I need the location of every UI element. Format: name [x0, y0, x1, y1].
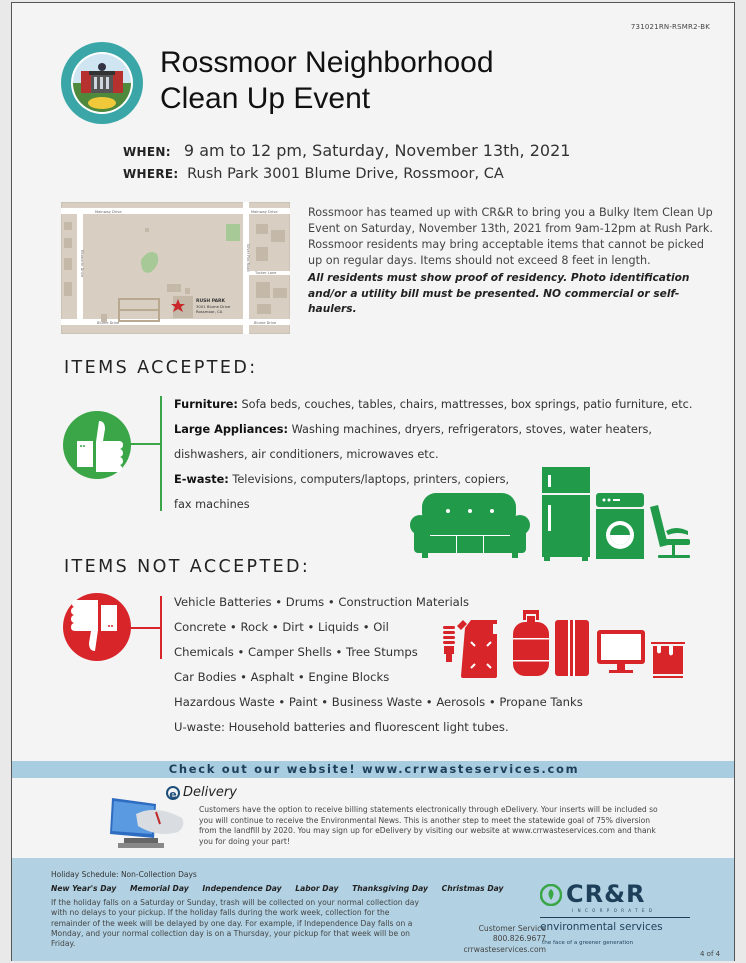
- items-not-accepted-heading: ITEMS NOT ACCEPTED:: [64, 557, 311, 577]
- crr-inc: INCORPORATED: [572, 908, 657, 913]
- page-number: 4 of 4: [700, 950, 721, 958]
- not-accepted-item: Vehicle Batteries • Drums • Construction Materials: [174, 595, 470, 609]
- when-value: 9 am to 12 pm, Saturday, November 13th, 2021: [183, 141, 571, 160]
- not-accepted-item: Hazardous Waste • Paint • Business Waste • Aerosols • Propane Tanks: [174, 695, 583, 709]
- page-title: [160, 45, 494, 117]
- map-street-left: Ellsworth Drive: [80, 250, 84, 278]
- not-accepted-item: U-waste: Household batteries and fluorescent light tubes.: [174, 720, 509, 734]
- accepted-item-ewaste-cont: fax machines: [174, 498, 250, 511]
- map-street-mainway-right: Mainway Drive: [251, 210, 278, 214]
- holiday-day: Thanksgiving Day: [352, 884, 428, 893]
- map-marker-city: Rossmoor, CA: [196, 309, 223, 314]
- accepted-item-appliances: Large Appliances: Washing machines, dryers, refrigerators, stoves, water heaters,: [174, 423, 652, 436]
- crr-subtitle: environmental services: [540, 921, 663, 933]
- customer-service-label: Customer Service: [478, 924, 546, 933]
- cfl-bulb-icon: [443, 626, 455, 662]
- thumbs-up-icon: [63, 411, 131, 479]
- holiday-days: [51, 884, 514, 893]
- location-map[interactable]: [61, 202, 290, 334]
- thumbs-down-icon: [63, 593, 131, 661]
- footer: [12, 858, 735, 961]
- customer-service-website[interactable]: crrwasteservices.com: [463, 944, 546, 954]
- not-accepted-item: Car Bodies • Asphalt • Engine Blocks: [174, 670, 390, 684]
- not-accepted-connector: [130, 627, 160, 629]
- crr-name: CR&R: [566, 880, 646, 908]
- holiday-day: Christmas Day: [441, 884, 504, 893]
- paint-can-icon: [651, 642, 685, 678]
- leaf-icon: [540, 884, 562, 906]
- not-accepted-bracket: [160, 596, 162, 659]
- map-street-right: Silver Fox Road: [246, 244, 250, 272]
- not-accepted-items-illustration: [437, 608, 697, 683]
- accepted-item-appliances-cont: dishwashers, air conditioners, microwaves etc.: [174, 448, 439, 461]
- intro-paragraph: Rossmoor has teamed up with CR&R to bring you a Bulky Item Clean Up Event on Saturday, November 13th, 2021 from 9am-12pm at Rush Park. Rossmoor residents may bring acceptable items that cannot be picked up on regular days. Items should not exceed 8 feet in length.: [308, 206, 713, 267]
- where-label: WHERE:: [123, 167, 179, 181]
- crr-divider: [540, 917, 690, 918]
- flyer-page: [11, 2, 735, 961]
- when-row: [123, 141, 570, 160]
- map-street-mainway-left: Mainway Drive: [95, 210, 122, 214]
- refrigerator-icon: [542, 467, 590, 561]
- intro-text: [308, 205, 714, 318]
- accepted-bracket: [160, 396, 162, 511]
- where-value: Rush Park 3001 Blume Drive, Rossmoor, CA: [187, 166, 504, 182]
- edelivery-title: e Delivery: [166, 785, 237, 800]
- customer-service-phone[interactable]: 800.826.9677: [492, 934, 546, 944]
- accepted-item-ewaste: E-waste: Televisions, computers/laptops, printers, copiers,: [174, 473, 510, 486]
- accepted-connector: [130, 443, 160, 445]
- office-chair-icon: [650, 505, 690, 558]
- propane-tank-icon: [513, 610, 549, 676]
- edelivery-section: [12, 778, 735, 858]
- items-accepted-heading: ITEMS ACCEPTED:: [64, 358, 258, 378]
- accepted-items-illustration: [410, 463, 700, 563]
- map-marker-name: RUSH PARK: [196, 299, 226, 304]
- document-id: 731021RN-RSMR2-BK: [630, 23, 710, 31]
- edelivery-e-icon: e: [166, 786, 180, 800]
- holiday-day: New Year's Day: [51, 884, 117, 893]
- edelivery-computer-icon: [106, 794, 196, 856]
- monitor-icon: [597, 630, 645, 673]
- map-street-blume-right: Blume Drive: [254, 321, 277, 325]
- map-street-blume-left: Blume Drive: [97, 321, 120, 325]
- accepted-item-furniture: Furniture: Sofa beds, couches, tables, chairs, mattresses, box springs, patio furniture, etc.: [174, 398, 693, 411]
- when-label: WHEN:: [123, 145, 171, 159]
- holiday-day: Labor Day: [295, 884, 339, 893]
- where-row: [123, 166, 504, 182]
- holiday-text: If the holiday falls on a Saturday or Sunday, trash will be collected on your normal collection day with no delays to your pickup. If the holiday falls during the work week, collection for the remainder of the week will be delayed by one day. For example, if Independence Day falls on a Monday, and your normal collection day is on a Thursday, your pickup for that week will be on Friday.: [51, 898, 419, 949]
- holiday-heading: Holiday Schedule: Non-Collection Days: [51, 870, 197, 879]
- crr-tagline: the face of a greener generation: [542, 940, 634, 946]
- community-services-district-logo: [60, 41, 144, 125]
- residency-notice: All residents must show proof of residency. Photo identification and/or a utility bill must be presented. NO commercial or self-haulers.: [308, 272, 690, 316]
- not-accepted-item: Chemicals • Camper Shells • Tree Stumps: [174, 645, 418, 659]
- customer-service: [440, 924, 546, 955]
- map-marker-address: 3001 Blume Drive: [196, 304, 231, 309]
- battery-icon: [555, 620, 589, 676]
- title-line-1: Rossmoor Neighborhood: [160, 46, 494, 79]
- title-line-2: Clean Up Event: [160, 82, 371, 115]
- sofa-icon: [410, 493, 530, 558]
- holiday-day: Independence Day: [202, 884, 282, 893]
- map-street-tucker: Tucker Lane: [255, 271, 277, 275]
- holiday-day: Memorial Day: [130, 884, 189, 893]
- edelivery-text: Customers have the option to receive billing statements electronically through eDelivery. Your inserts will be included so you will continue to receive the Environmental News. This is another step to meet the statewide goal of 75% diversion from the landfill by 2020. You may sign up for eDelivery by visiting our website at www.crrwasteservices.com and thank you for doing your part!: [199, 805, 658, 846]
- website-banner[interactable]: Check out our website! www.crrwasteservices.com: [12, 761, 735, 778]
- washing-machine-icon: [596, 493, 644, 559]
- not-accepted-item: Concrete • Rock • Dirt • Liquids • Oil: [174, 620, 389, 634]
- gas-can-icon: [457, 620, 497, 678]
